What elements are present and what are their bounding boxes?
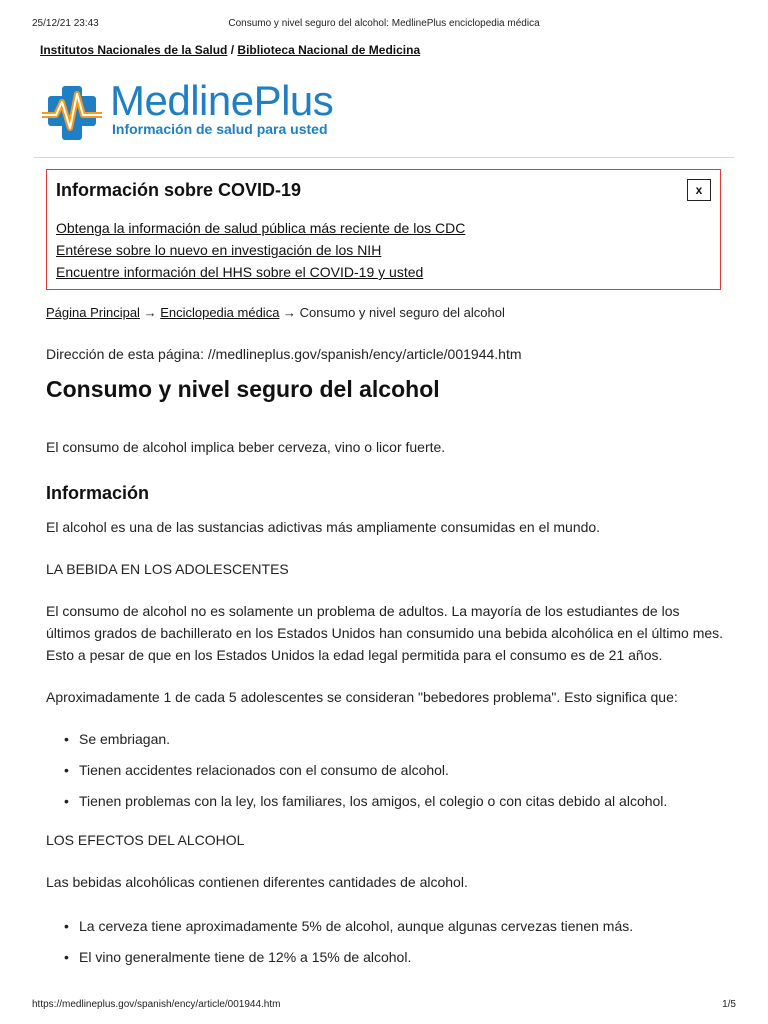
- logo-tagline: Información de salud para usted: [112, 121, 328, 137]
- breadcrumb-arrow: →: [279, 305, 300, 320]
- article-body: [46, 436, 726, 968]
- hhs-link[interactable]: Encuentre información del HHS sobre el COVID-19 y usted: [56, 264, 424, 280]
- print-date: 25/12/21 23:43: [32, 18, 99, 29]
- medlineplus-logo-icon: [40, 82, 104, 144]
- intro-paragraph: El consumo de alcohol implica beber cerveza, vino o licor fuerte.: [46, 439, 446, 455]
- nih-link[interactable]: Institutos Nacionales de la Salud: [40, 43, 228, 57]
- print-url: https://medlineplus.gov/spanish/ency/article/001944.htm: [32, 999, 281, 1010]
- breadcrumb-home[interactable]: Página Principal: [46, 305, 140, 320]
- list-item: • El vino generalmente tiene de 12% a 15% de alcohol.: [64, 946, 726, 968]
- list-item: • Se embriagan.: [64, 728, 726, 750]
- breadcrumb-arrow: →: [139, 305, 161, 320]
- effects-list: [46, 915, 726, 968]
- nih-research-link[interactable]: Entérese sobre lo nuevo en investigación de los NIH: [56, 242, 382, 258]
- close-button[interactable]: x: [687, 179, 711, 201]
- covid-alert: [46, 169, 721, 290]
- header-divider: [34, 157, 734, 158]
- info-heading: Información: [46, 483, 150, 503]
- effects-heading: LOS EFECTOS DEL ALCOHOL: [46, 832, 245, 848]
- list-item: • Tienen accidentes relacionados con el consumo de alcohol.: [64, 759, 726, 781]
- print-title: Consumo y nivel seguro del alcohol: MedlinePlus enciclopedia médica: [228, 18, 540, 29]
- breadcrumb: [46, 305, 505, 320]
- medlineplus-logo[interactable]: [40, 78, 360, 148]
- breadcrumb-encyclopedia[interactable]: Enciclopedia médica: [160, 305, 280, 320]
- effects-paragraph: Las bebidas alcohólicas contienen diferentes cantidades de alcohol.: [46, 874, 468, 890]
- info-paragraph: El alcohol es una de las sustancias adictivas más ampliamente consumidas en el mundo.: [46, 519, 601, 535]
- breadcrumb-current: Consumo y nivel seguro del alcohol: [299, 305, 505, 320]
- page-address: Dirección de esta página: //medlineplus.gov/spanish/ency/article/001944.htm: [46, 346, 522, 362]
- cdc-link[interactable]: Obtenga la información de salud pública más reciente de los CDC: [56, 220, 466, 236]
- nlm-link[interactable]: Biblioteca Nacional de Medicina: [237, 43, 421, 57]
- list-item: • La cerveza tiene aproximadamente 5% de alcohol, aunque algunas cervezas tienen más.: [64, 915, 726, 937]
- page-title: Consumo y nivel seguro del alcohol: [46, 376, 440, 402]
- nav-separator: /: [227, 43, 238, 57]
- teens-paragraph-2: Aproximadamente 1 de cada 5 adolescentes se consideran "bebedores problema". Esto significa que:: [46, 689, 678, 705]
- teens-heading: LA BEBIDA EN LOS ADOLESCENTES: [46, 561, 289, 577]
- page-number: 1/5: [722, 999, 736, 1010]
- teens-paragraph: El consumo de alcohol no es solamente un problema de adultos. La mayoría de los estudiantes de los últimos grados de bachillerato en los Estados Unidos han consumido una bebida alcohólica en el último mes. Esto a pesar de que en los Estados Unidos la edad legal permitida para el consumo es de 21 años.: [46, 603, 724, 663]
- list-item: • Tienen problemas con la ley, los familiares, los amigos, el colegio o con citas debido al alcohol.: [64, 790, 726, 812]
- agency-nav: [40, 43, 420, 57]
- covid-heading: Información sobre COVID-19: [56, 180, 302, 200]
- teens-list: [46, 728, 726, 812]
- logo-wordmark: MedlinePlus: [110, 77, 334, 124]
- covid-links: [56, 217, 465, 283]
